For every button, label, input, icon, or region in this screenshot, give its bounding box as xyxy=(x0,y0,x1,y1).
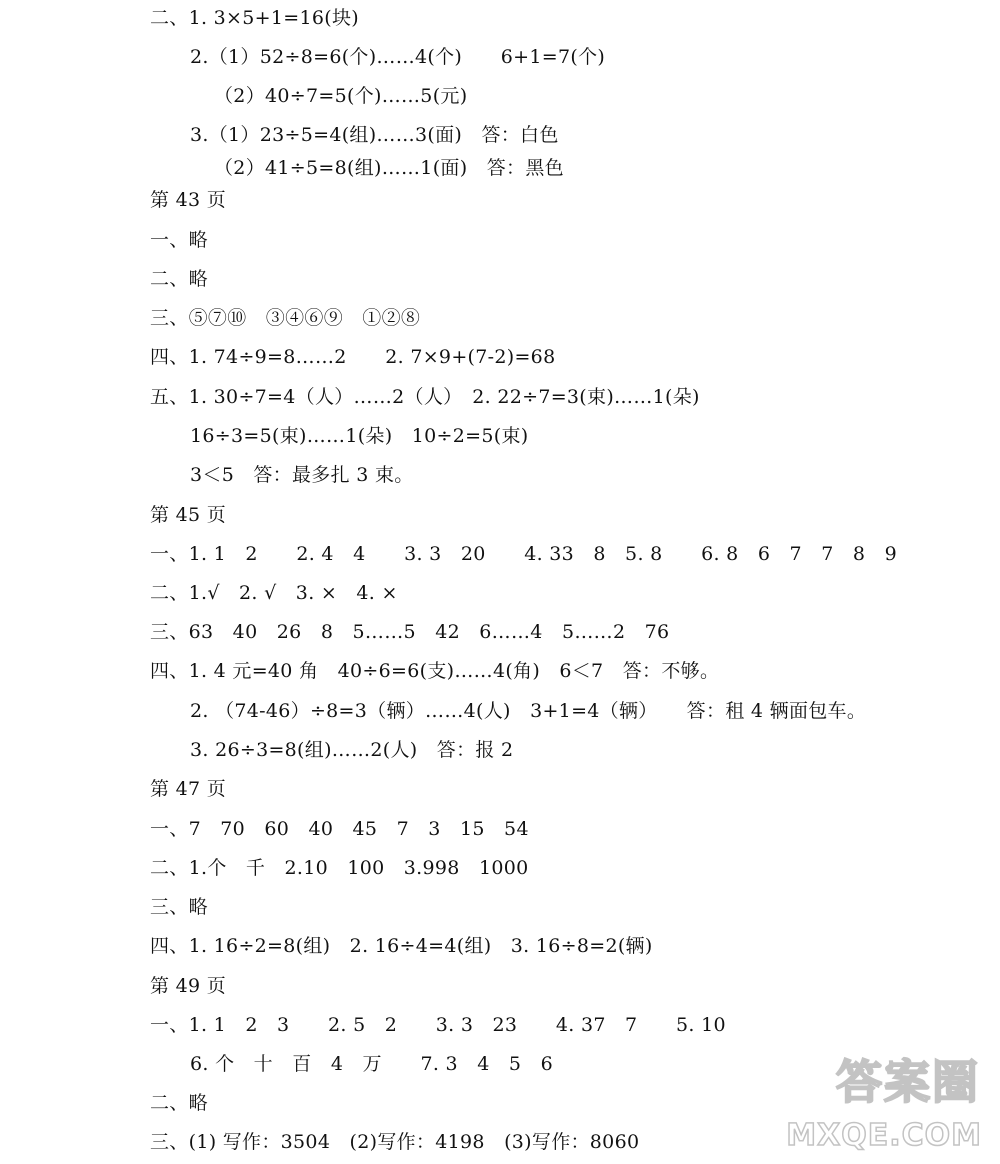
watermark-url: MXQE.COM xyxy=(786,1118,982,1153)
answer-line: 一、7 70 60 40 45 7 3 15 54 xyxy=(150,818,529,840)
watermark-logo: 答案圈 xyxy=(836,1055,980,1109)
answer-line: 3. 26÷3=8(组)……2(人) 答：报 2 xyxy=(190,739,514,761)
answer-line: 一、1. 1 2 3 2. 5 2 3. 3 23 4. 37 7 5. 10 xyxy=(150,1014,726,1036)
answer-line: （2）40÷7=5(个)……5(元) xyxy=(214,85,468,107)
answer-line: 四、1. 16÷2=8(组) 2. 16÷4=4(组) 3. 16÷8=2(辆) xyxy=(150,935,653,957)
watermark xyxy=(786,1054,988,1154)
answer-line: 四、1. 74÷9=8……2 2. 7×9+(7-2)=68 xyxy=(150,346,556,368)
answer-line: 2.（1）52÷8=6(个)……4(个) 6+1=7(个) xyxy=(190,46,606,68)
page-heading: 第 43 页 xyxy=(150,189,227,211)
answer-line: 3＜5 答：最多扎 3 束。 xyxy=(190,464,414,486)
answer-line: 三、⑤⑦⑩ ③④⑥⑨ ①②⑧ xyxy=(150,307,421,329)
page-heading: 第 49 页 xyxy=(150,975,227,997)
page-heading: 第 47 页 xyxy=(150,778,227,800)
answer-line: 三、63 40 26 8 5……5 42 6……4 5……2 76 xyxy=(150,621,670,643)
answer-line: 二、1.个 千 2.10 100 3.998 1000 xyxy=(150,857,529,879)
answer-line: 2. （74-46）÷8=3（辆）……4(人) 3+1=4（辆） 答：租 4 辆面包车。 xyxy=(190,700,867,722)
answer-line: 二、1.√ 2. √ 3. × 4. × xyxy=(150,582,398,604)
answer-line: 五、1. 30÷7=4（人）……2（人） 2. 22÷7=3(束)……1(朵) xyxy=(150,386,700,408)
answer-line: 三、(1) 写作：3504 (2)写作：4198 (3)写作：8060 xyxy=(150,1131,640,1153)
answer-line: 二、略 xyxy=(150,1092,208,1114)
answer-line: 6. 个 十 百 4 万 7. 3 4 5 6 xyxy=(190,1053,553,1075)
answer-line: 一、略 xyxy=(150,229,208,251)
answer-line: 一、1. 1 2 2. 4 4 3. 3 20 4. 33 8 5. 8 6. 8 6 7 7 8 9 xyxy=(150,543,898,565)
answer-line: 3.（1）23÷5=4(组)……3(面) 答：白色 xyxy=(190,124,559,146)
answer-line: 16÷3=5(束)……1(朵) 10÷2=5(束) xyxy=(190,425,529,447)
page-heading: 第 45 页 xyxy=(150,504,227,526)
answer-line: 四、1. 4 元=40 角 40÷6=6(支)……4(角) 6＜7 答：不够。 xyxy=(150,660,720,682)
answer-line: 三、略 xyxy=(150,896,208,918)
answer-line: 二、1. 3×5+1=16(块) xyxy=(150,7,359,29)
answer-line: 二、略 xyxy=(150,268,208,290)
answer-line: （2）41÷5=8(组)……1(面) 答：黑色 xyxy=(214,157,564,179)
